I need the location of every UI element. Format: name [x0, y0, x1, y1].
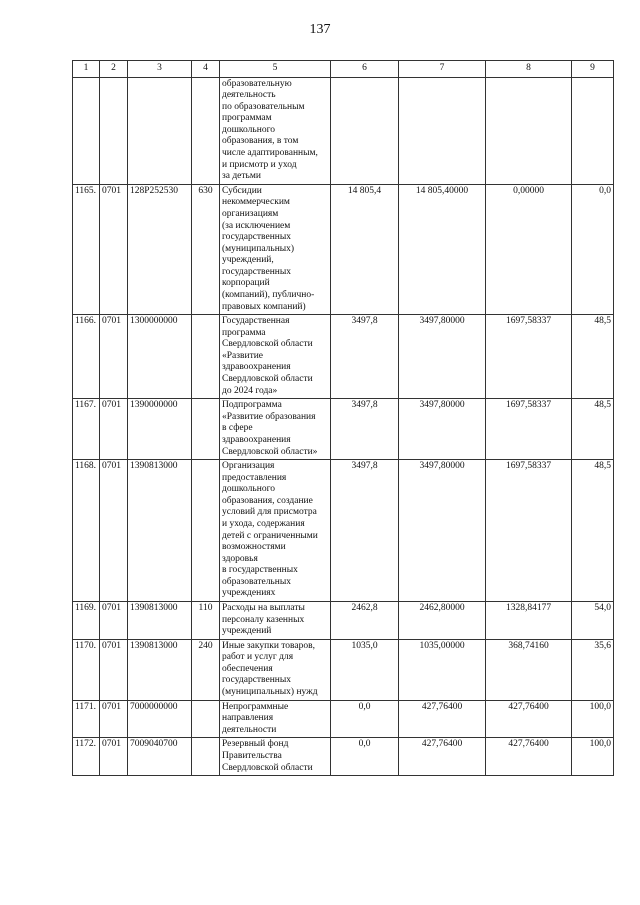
executed-amount: 427,76400 [486, 738, 572, 776]
executed-amount: 1697,58337 [486, 315, 572, 399]
table-row [73, 700, 614, 738]
section-code: 0701 [100, 315, 128, 399]
row-number [73, 77, 100, 184]
approved-amount: 2462,80000 [399, 602, 486, 640]
row-number: 1169. [73, 602, 100, 640]
expense-type-code [192, 77, 220, 184]
table-row [73, 460, 614, 602]
column-header-3: 3 [128, 61, 192, 78]
expense-type-code [192, 700, 220, 738]
section-code: 0701 [100, 639, 128, 700]
row-number: 1165. [73, 184, 100, 314]
item-name: Организация предоставления дошкольного образования, создание условий для присмотра и ухода, содержания детей с ограниченными возможностями здоровья в государственных образовательных учреждениях [220, 460, 331, 602]
approved-amount: 3497,80000 [399, 315, 486, 399]
target-code: 128P252530 [128, 184, 192, 314]
row-number: 1171. [73, 700, 100, 738]
item-name: Субсидии некоммерческим организациям (за исключением государственных (муниципальных) учреждений, государственных корпораций (компаний), публично- правовых компаний) [220, 184, 331, 314]
executed-amount: 1328,84177 [486, 602, 572, 640]
executed-amount: 368,74160 [486, 639, 572, 700]
execution-percent: 48,5 [572, 460, 614, 602]
execution-percent: 100,0 [572, 738, 614, 776]
execution-percent: 48,5 [572, 315, 614, 399]
approved-amount: 1035,00000 [399, 639, 486, 700]
item-name: Непрограммные направления деятельности [220, 700, 331, 738]
execution-percent: 0,0 [572, 184, 614, 314]
target-code: 1390813000 [128, 639, 192, 700]
expense-type-code: 630 [192, 184, 220, 314]
plan-amount: 3497,8 [331, 315, 399, 399]
plan-amount: 3497,8 [331, 460, 399, 602]
row-number: 1168. [73, 460, 100, 602]
plan-amount: 2462,8 [331, 602, 399, 640]
item-name: Расходы на выплаты персоналу казенных учреждений [220, 602, 331, 640]
row-number: 1170. [73, 639, 100, 700]
target-code: 7000000000 [128, 700, 192, 738]
executed-amount: 1697,58337 [486, 460, 572, 602]
column-header-9: 9 [572, 61, 614, 78]
section-code [100, 77, 128, 184]
column-header-7: 7 [399, 61, 486, 78]
item-name: Подпрограмма «Развитие образования в сфере здравоохранения Свердловской области» [220, 399, 331, 460]
column-header-2: 2 [100, 61, 128, 78]
plan-amount: 0,0 [331, 738, 399, 776]
target-code: 1390813000 [128, 460, 192, 602]
target-code [128, 77, 192, 184]
section-code: 0701 [100, 700, 128, 738]
execution-percent: 35,6 [572, 639, 614, 700]
plan-amount: 0,0 [331, 700, 399, 738]
table-body [73, 77, 614, 776]
expense-type-code [192, 460, 220, 602]
expense-type-code [192, 399, 220, 460]
budget-table [72, 60, 614, 776]
page-number: 137 [309, 22, 331, 37]
row-number: 1167. [73, 399, 100, 460]
section-code: 0701 [100, 460, 128, 602]
table-row [73, 738, 614, 776]
row-number: 1166. [73, 315, 100, 399]
plan-amount: 1035,0 [331, 639, 399, 700]
column-header-6: 6 [331, 61, 399, 78]
header-row [73, 61, 614, 78]
row-number: 1172. [73, 738, 100, 776]
section-code: 0701 [100, 184, 128, 314]
target-code: 1390813000 [128, 602, 192, 640]
column-header-1: 1 [73, 61, 100, 78]
table-row [73, 399, 614, 460]
executed-amount: 0,00000 [486, 184, 572, 314]
target-code: 7009040700 [128, 738, 192, 776]
executed-amount: 1697,58337 [486, 399, 572, 460]
approved-amount: 14 805,40000 [399, 184, 486, 314]
table-row [73, 77, 614, 184]
approved-amount: 427,76400 [399, 738, 486, 776]
section-code: 0701 [100, 399, 128, 460]
approved-amount: 427,76400 [399, 700, 486, 738]
target-code: 1300000000 [128, 315, 192, 399]
item-name: Иные закупки товаров, работ и услуг для обеспечения государственных (муниципальных) нужд [220, 639, 331, 700]
plan-amount [331, 77, 399, 184]
execution-percent: 100,0 [572, 700, 614, 738]
approved-amount [399, 77, 486, 184]
executed-amount: 427,76400 [486, 700, 572, 738]
column-header-8: 8 [486, 61, 572, 78]
executed-amount [486, 77, 572, 184]
approved-amount: 3497,80000 [399, 460, 486, 602]
item-name: Резервный фонд Правительства Свердловской области [220, 738, 331, 776]
section-code: 0701 [100, 602, 128, 640]
approved-amount: 3497,80000 [399, 399, 486, 460]
plan-amount: 3497,8 [331, 399, 399, 460]
column-header-5: 5 [220, 61, 331, 78]
item-name: Государственная программа Свердловской области «Развитие здравоохранения Свердловской области до 2024 года» [220, 315, 331, 399]
execution-percent: 48,5 [572, 399, 614, 460]
plan-amount: 14 805,4 [331, 184, 399, 314]
column-header-4: 4 [192, 61, 220, 78]
item-name: образовательную деятельность по образовательным программам дошкольного образования, в том числе адаптированным, и присмотр и уход за детьми [220, 77, 331, 184]
section-code: 0701 [100, 738, 128, 776]
target-code: 1390000000 [128, 399, 192, 460]
execution-percent: 54,0 [572, 602, 614, 640]
table-row [73, 602, 614, 640]
table-row [73, 315, 614, 399]
expense-type-code: 110 [192, 602, 220, 640]
expense-type-code [192, 315, 220, 399]
execution-percent [572, 77, 614, 184]
expense-type-code: 240 [192, 639, 220, 700]
table-row [73, 639, 614, 700]
expense-type-code [192, 738, 220, 776]
table-row [73, 184, 614, 314]
